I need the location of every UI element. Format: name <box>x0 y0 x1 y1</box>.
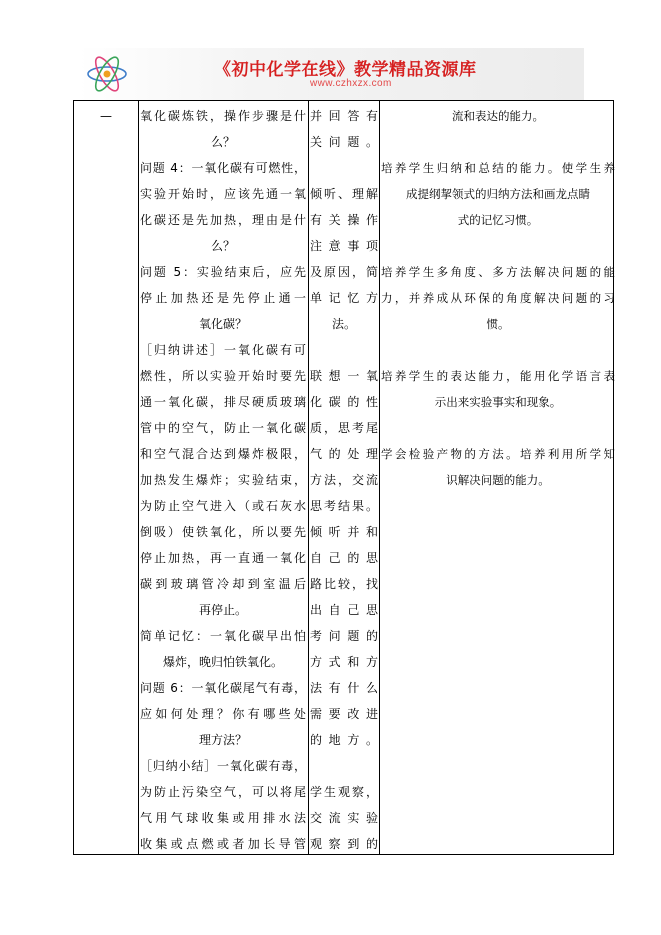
header-banner <box>78 48 584 100</box>
text-line: 方法，交流 <box>310 473 378 487</box>
design-intent-column <box>381 101 615 493</box>
text-line: 学会检验产物的方法。培养利用所学知 <box>381 447 615 461</box>
text-line: 应如何处理？你有哪些处 <box>140 707 306 721</box>
text-line: 观察到的 <box>310 837 378 851</box>
banner-title: 《初中化学在线》教学精品资源库 <box>214 60 477 80</box>
lesson-table <box>73 100 614 855</box>
text-line: 培养学生的表达能力，能用化学语言表 <box>381 369 615 383</box>
text-line: 氧化碳？ <box>198 317 247 331</box>
text-line: 自己的思 <box>310 551 378 565</box>
text-line: 爆炸，晚归怕铁氧化。 <box>162 655 283 669</box>
column-divider <box>379 101 380 854</box>
text-line: 示出来实验事实和现象。 <box>434 395 562 409</box>
text-line: 倒吸）使铁氧化，所以要先 <box>140 525 306 539</box>
stage-column <box>74 101 138 129</box>
text-line: 氧化碳炼铁，操作步骤是什 <box>140 109 306 123</box>
text-line: 出自己思 <box>310 603 378 617</box>
text-line: 单记忆方 <box>310 291 378 305</box>
text-line: 法。 <box>331 317 356 331</box>
text-line: 惯。 <box>486 317 510 331</box>
text-line <box>310 337 378 363</box>
text-line: 和空气混合达到爆炸极限， <box>140 447 306 461</box>
text-line: 力，并养成从环保的角度解决问题的习 <box>381 291 615 305</box>
text-line: 流和表达的能力。 <box>452 109 544 123</box>
text-line <box>381 129 615 155</box>
text-line: 停止加热，再一直通一氧化 <box>140 551 306 565</box>
text-line: 注意事项 <box>310 239 378 253</box>
text-line <box>381 415 615 441</box>
text-line: 通一氧化碳，排尽硬质玻璃 <box>140 395 306 409</box>
text-line: 气的处理 <box>310 447 378 461</box>
text-line: 燃性，所以实验开始时要先 <box>140 369 306 383</box>
text-line: 的地方。 <box>310 733 378 747</box>
text-line: 思考结果。 <box>310 499 378 513</box>
text-line: 收集或点燃或者加长导管 <box>140 837 306 851</box>
text-line: 并回答有 <box>310 109 378 123</box>
text-line: 气用气球收集或用排水法 <box>140 811 306 825</box>
student-activity-column <box>310 101 378 857</box>
text-line: 考问题的 <box>310 629 378 643</box>
text-line: 化碳的性 <box>310 395 378 409</box>
text-line: 碳到玻璃管冷却到室温后 <box>140 577 306 591</box>
text-line: 简单记忆：一氧化碳早出怕 <box>140 629 306 643</box>
text-line: 化碳还是先加热，理由是什 <box>140 213 306 227</box>
text-line: — <box>100 109 112 123</box>
text-line: 倾听并和 <box>310 525 378 539</box>
text-line: 法有什么 <box>310 681 378 695</box>
text-line: 问题 6：一氧化碳尾气有毒， <box>140 681 306 695</box>
text-line: 倾听、理解 <box>310 187 378 201</box>
atom-logo-icon <box>84 52 130 96</box>
text-line: 学生观察， <box>310 785 378 799</box>
text-line: 为防止污染空气，可以将尾 <box>140 785 306 799</box>
text-line: ［归纳小结］一氧化碳有毒， <box>140 759 306 773</box>
teacher-activity-column <box>140 101 306 857</box>
text-line: 及原因，简 <box>310 265 378 279</box>
text-line: 式的记忆习惯。 <box>457 213 539 227</box>
text-line: 路比较，找 <box>310 577 378 591</box>
text-line: 问题 5：实验结束后，应先 <box>140 265 306 279</box>
text-line: 识解决问题的能力。 <box>446 473 550 487</box>
text-line: 成提纲挈领式的归纳方法和画龙点睛 <box>406 187 590 201</box>
banner-url: www.czhxzx.com <box>310 78 392 89</box>
text-line: 方式和方 <box>310 655 378 669</box>
text-line: 联想一氧 <box>310 369 378 383</box>
text-line: 实验开始时，应该先通一氧 <box>140 187 306 201</box>
text-line: 需要改进 <box>310 707 378 721</box>
column-divider <box>138 101 139 854</box>
text-line: 有关操作 <box>310 213 378 227</box>
text-line: 管中的空气，防止一氧化碳 <box>140 421 306 435</box>
text-line <box>381 337 615 363</box>
text-line: 为防止空气进入（或石灰水 <box>140 499 306 513</box>
text-line: 培养学生归纳和总结的能力。使学生养 <box>381 161 615 175</box>
text-line: 质，思考尾 <box>310 421 378 435</box>
text-line: 再停止。 <box>198 603 247 617</box>
text-line: 培养学生多角度、多方法解决问题的能 <box>381 265 615 279</box>
text-line: 么？ <box>210 239 235 253</box>
text-line: 问题 4：一氧化碳有可燃性， <box>140 161 306 175</box>
text-line: 关问题。 <box>310 135 378 149</box>
column-divider <box>308 101 309 854</box>
text-line <box>310 155 378 181</box>
text-line: 加热发生爆炸；实验结束， <box>140 473 306 487</box>
text-line: 理方法？ <box>198 733 247 747</box>
text-line: 么？ <box>210 135 235 149</box>
text-line <box>310 753 378 779</box>
text-line <box>381 233 615 259</box>
text-line: ［归纳讲述］一氧化碳有可 <box>140 343 306 357</box>
text-line: 停止加热还是先停止通一 <box>140 291 306 305</box>
text-line: 交流实验 <box>310 811 378 825</box>
